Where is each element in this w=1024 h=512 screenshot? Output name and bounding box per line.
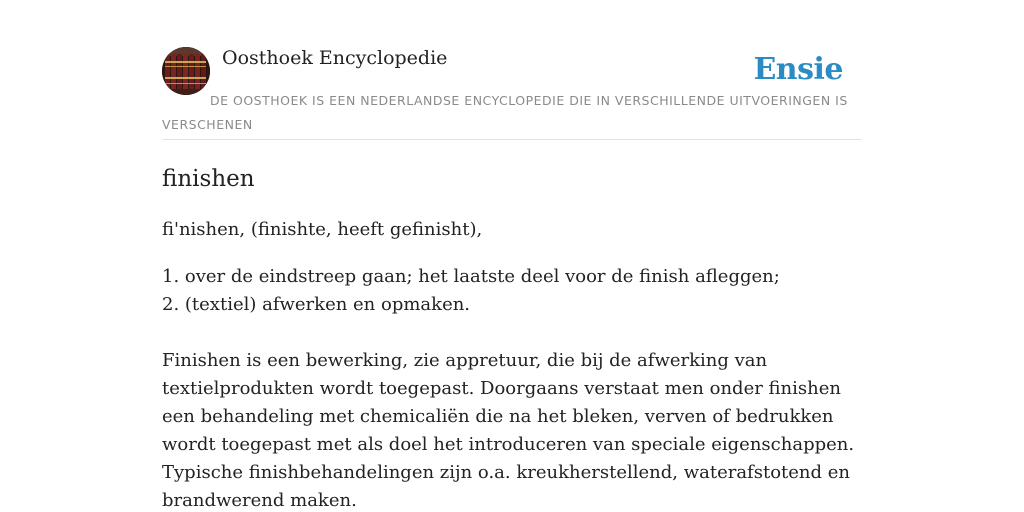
entry-pronunciation: fi'nishen, (finishte, heeft gefinisht), xyxy=(162,219,483,240)
source-title[interactable]: Oosthoek Encyclopedie xyxy=(222,47,448,69)
entry-page xyxy=(162,0,862,512)
entry-description: Finishen is een bewerking, zie appretuur, die bij de afwerking van textielprodukten wordt toegepast. Doorgaans verstaat men onder finishen een behandeling met chemicaliën die na het bleken, verven of bedrukken wordt toegepast met als doel het introduceren van speciale eigenschappen. Typische finishbehandelingen zijn o.a. kreukherstellend, waterafstotend en brandwerend maken. xyxy=(162,350,855,511)
definition-list xyxy=(162,263,780,319)
encyclopedia-books-icon[interactable] xyxy=(162,47,210,95)
definition-item: 1. over de eindstreep gaan; het laatste deel voor de finish afleggen; xyxy=(162,266,780,287)
definition-item: 2. (textiel) afwerken en opmaken. xyxy=(162,294,471,315)
header-divider xyxy=(162,139,862,140)
entry-headword: finishen xyxy=(162,166,255,192)
source-tagline: DE OOSTHOEK IS EEN NEDERLANDSE ENCYCLOPEDIE DIE IN VERSCHILLENDE UITVOERINGEN IS VERSCHENEN xyxy=(162,93,848,132)
ensie-logo[interactable]: Ensie xyxy=(753,52,843,87)
source-header xyxy=(162,0,862,140)
